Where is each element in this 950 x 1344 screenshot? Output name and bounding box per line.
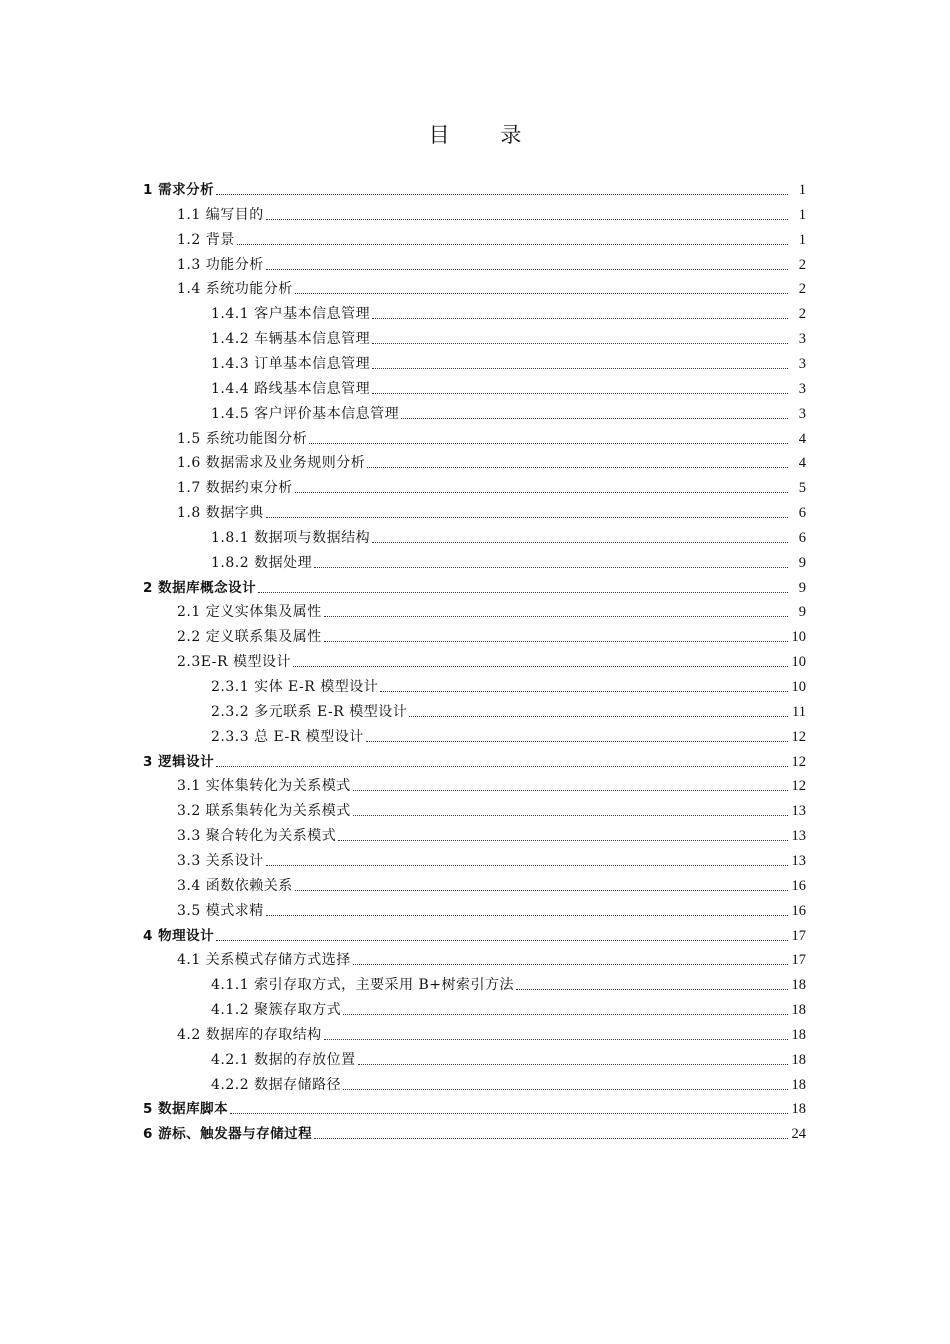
toc-leader-dots (367, 467, 788, 468)
toc-leader-dots (324, 616, 788, 617)
toc-entry-page-number: 2 (798, 281, 806, 298)
toc-entry-label: 1.8 数据字典 (177, 505, 264, 522)
toc-entry-label: 1.8.1 数据项与数据结构 (211, 529, 371, 546)
toc-entry[interactable] (143, 1096, 806, 1118)
toc-entry-page-number: 13 (791, 828, 806, 845)
toc-leader-dots (409, 716, 788, 717)
toc-entry-label: 2.3.3 总 E-R 模型设计 (211, 728, 364, 745)
toc-leader-dots (309, 443, 788, 444)
toc-entry[interactable] (211, 972, 806, 994)
toc-entry[interactable] (177, 426, 806, 448)
toc-entry-label: 4.1 关系模式存储方式选择 (177, 952, 351, 969)
toc-entry-label: 3.1 实体集转化为关系模式 (177, 778, 351, 795)
toc-entry-label: 6 游标、触发器与存储过程 (143, 1126, 313, 1143)
toc-entry-page-number: 24 (791, 1126, 806, 1143)
toc-leader-dots (401, 418, 788, 419)
toc-entry-label: 4.2.1 数据的存放位置 (211, 1051, 356, 1068)
toc-leader-dots (516, 989, 787, 990)
toc-entry-label: 2.1 定义实体集及属性 (177, 604, 322, 621)
toc-entry-label: 1.4.2 车辆基本信息管理 (211, 331, 371, 348)
toc-entry-label: 1.4 系统功能分析 (177, 281, 293, 298)
toc-entry-page-number: 18 (791, 1101, 806, 1118)
toc-entry[interactable] (177, 798, 806, 820)
toc-entry[interactable] (177, 848, 806, 870)
toc-entry-page-number: 17 (791, 927, 806, 944)
toc-entry[interactable] (211, 326, 806, 348)
toc-leader-dots (216, 194, 788, 195)
toc-leader-dots (266, 915, 788, 916)
toc-entry-label: 2.3.1 实体 E-R 模型设计 (211, 679, 379, 695)
toc-leader-dots (266, 865, 788, 866)
toc-leader-dots (353, 790, 788, 791)
toc-entry-label: 1.1 编写目的 (177, 206, 264, 223)
toc-entry-label: 3.5 模式求精 (177, 902, 264, 919)
toc-leader-dots (366, 741, 788, 742)
toc-entry-label: 1.6 数据需求及业务规则分析 (177, 455, 366, 472)
toc-entry-page-number: 17 (791, 952, 806, 969)
toc-entry[interactable] (211, 724, 806, 746)
toc-entry[interactable] (211, 301, 806, 323)
toc-entry-page-number: 12 (791, 728, 806, 745)
toc-entry[interactable] (143, 177, 806, 199)
toc-entry-page-number: 9 (798, 579, 806, 596)
toc-entry-label: 4 物理设计 (143, 927, 215, 944)
toc-entry[interactable] (177, 252, 806, 274)
toc-entry-label: 1.8.2 数据处理 (211, 554, 313, 571)
toc-entry-page-number: 10 (791, 679, 806, 695)
toc-entry-label: 1.2 背景 (177, 231, 235, 248)
toc-leader-dots (343, 1089, 787, 1090)
toc-entry-label: 4.2.2 数据存储路径 (211, 1076, 342, 1093)
toc-entry-label: 3.3 聚合转化为关系模式 (177, 828, 337, 845)
toc-entry-page-number: 18 (791, 1002, 806, 1019)
toc-entry-label: 5 数据库脚本 (143, 1101, 229, 1118)
toc-leader-dots (295, 890, 788, 891)
toc-entry-page-number: 3 (798, 405, 806, 422)
toc-entry-label: 1.7 数据约束分析 (177, 480, 293, 497)
toc-leader-dots (324, 1039, 788, 1040)
toc-leader-dots (216, 940, 787, 941)
toc-entry[interactable] (143, 575, 806, 597)
toc-leader-dots (266, 269, 788, 270)
toc-entry-page-number: 4 (798, 430, 806, 447)
toc-entry[interactable] (177, 1022, 806, 1044)
toc-entry[interactable] (143, 1121, 806, 1143)
toc-entry-page-number: 3 (798, 355, 806, 372)
toc-entry[interactable] (211, 376, 806, 398)
toc-leader-dots (314, 1138, 787, 1139)
toc-entry-page-number: 6 (798, 529, 806, 546)
toc-leader-dots (266, 219, 788, 220)
toc-entry-page-number: 18 (791, 1076, 806, 1093)
toc-leader-dots (343, 1014, 787, 1015)
toc-entry[interactable] (177, 873, 806, 895)
toc-entry-page-number: 6 (798, 505, 806, 522)
toc-entry-page-number: 5 (798, 480, 806, 497)
toc-entry[interactable] (177, 649, 806, 671)
toc-leader-dots (372, 542, 788, 543)
toc-entry[interactable] (211, 401, 806, 423)
toc-entry[interactable] (211, 525, 806, 547)
toc-entry-label: 3.2 联系集转化为关系模式 (177, 803, 351, 820)
toc-entry-label: 2 数据库概念设计 (143, 579, 257, 596)
toc-entry[interactable] (177, 624, 806, 646)
toc-leader-dots (314, 567, 788, 568)
toc-leader-dots (295, 492, 788, 493)
toc-entry[interactable] (177, 947, 806, 969)
toc-leader-dots (372, 393, 788, 394)
toc-leader-dots (237, 244, 788, 245)
toc-entry-page-number: 3 (798, 380, 806, 397)
toc-entry[interactable] (177, 773, 806, 795)
toc-entry-label: 3 逻辑设计 (143, 753, 215, 770)
toc-leader-dots (353, 964, 788, 965)
toc-entry[interactable] (177, 898, 806, 920)
toc-entry-page-number: 4 (798, 455, 806, 472)
toc-entry-label: 4.1.2 聚簇存取方式 (211, 1002, 342, 1019)
toc-entry-page-number: 13 (791, 852, 806, 869)
toc-entry-page-number: 11 (792, 703, 806, 720)
toc-entry-page-number: 1 (798, 182, 806, 198)
toc-entry-label: 1.3 功能分析 (177, 256, 264, 273)
toc-entry-page-number: 9 (798, 604, 806, 621)
toc-entry[interactable] (177, 276, 806, 298)
toc-entry-label: 1.4.5 客户评价基本信息管理 (211, 405, 400, 422)
toc-leader-dots (372, 368, 788, 369)
toc-leader-dots (338, 840, 787, 841)
toc-entry-page-number: 1 (798, 231, 806, 248)
toc-leader-dots (230, 1113, 787, 1114)
toc-leader-dots (266, 517, 788, 518)
toc-leader-dots (353, 815, 788, 816)
toc-leader-dots (293, 666, 788, 667)
toc-entry[interactable] (211, 1047, 806, 1069)
toc-entry-label: 4.2 数据库的存取结构 (177, 1026, 322, 1043)
toc-entry[interactable] (177, 202, 806, 224)
toc-leader-dots (358, 1064, 788, 1065)
toc-entry-page-number: 16 (791, 902, 806, 919)
toc-entry-label: 2.2 定义联系集及属性 (177, 629, 322, 646)
toc-entry-label: 1 需求分析 (143, 182, 215, 198)
toc-entry-page-number: 18 (791, 977, 806, 994)
toc-entry[interactable] (177, 450, 806, 472)
toc-entry[interactable] (211, 1072, 806, 1094)
toc-entry-label: 3.4 函数依赖关系 (177, 877, 293, 894)
toc-entry-page-number: 9 (798, 554, 806, 571)
toc-entry[interactable] (211, 351, 806, 373)
toc-entry-label: 2.3.2 多元联系 E-R 模型设计 (211, 703, 408, 720)
toc-entry-page-number: 12 (791, 778, 806, 795)
toc-entry-page-number: 16 (791, 877, 806, 894)
toc-leader-dots (324, 641, 788, 642)
toc-title: 目 录 (428, 123, 544, 147)
toc-entry-page-number: 10 (791, 654, 806, 671)
toc-leader-dots (380, 691, 787, 692)
toc-entry[interactable] (211, 550, 806, 572)
toc-entry-label: 1.4.1 客户基本信息管理 (211, 306, 371, 323)
toc-entry[interactable] (211, 997, 806, 1019)
toc-entry[interactable] (211, 699, 806, 721)
toc-entry[interactable] (177, 500, 806, 522)
toc-leader-dots (258, 592, 788, 593)
toc-entry-page-number: 1 (798, 206, 806, 223)
toc-entry-label: 1.4.3 订单基本信息管理 (211, 355, 371, 372)
toc-entry[interactable] (177, 599, 806, 621)
toc-entry-page-number: 13 (791, 803, 806, 820)
toc-entry[interactable] (177, 475, 806, 497)
toc-entry-page-number: 18 (791, 1026, 806, 1043)
toc-entry[interactable] (177, 227, 806, 249)
toc-entry-label: 3.3 关系设计 (177, 852, 264, 869)
toc-entry-label: 1.5 系统功能图分析 (177, 430, 308, 447)
toc-entry-page-number: 10 (791, 629, 806, 646)
toc-entry-label: 1.4.4 路线基本信息管理 (211, 380, 371, 397)
toc-entry-page-number: 2 (798, 306, 806, 323)
toc-entry-label: 2.3E-R 模型设计 (177, 654, 291, 671)
toc-leader-dots (372, 343, 788, 344)
toc-entry[interactable] (211, 674, 806, 696)
toc-entry[interactable] (143, 923, 806, 945)
toc-entry-label: 4.1.1 索引存取方式，主要采用 B+树索引方法 (211, 977, 515, 994)
toc-entry-page-number: 2 (798, 256, 806, 273)
toc-leader-dots (372, 318, 788, 319)
toc-entry-page-number: 12 (791, 753, 806, 770)
toc-entry[interactable] (143, 749, 806, 771)
toc-leader-dots (216, 766, 787, 767)
toc-entry-page-number: 3 (798, 331, 806, 348)
toc-leader-dots (295, 293, 788, 294)
toc-entry-page-number: 18 (791, 1051, 806, 1068)
toc-entry[interactable] (177, 823, 806, 845)
